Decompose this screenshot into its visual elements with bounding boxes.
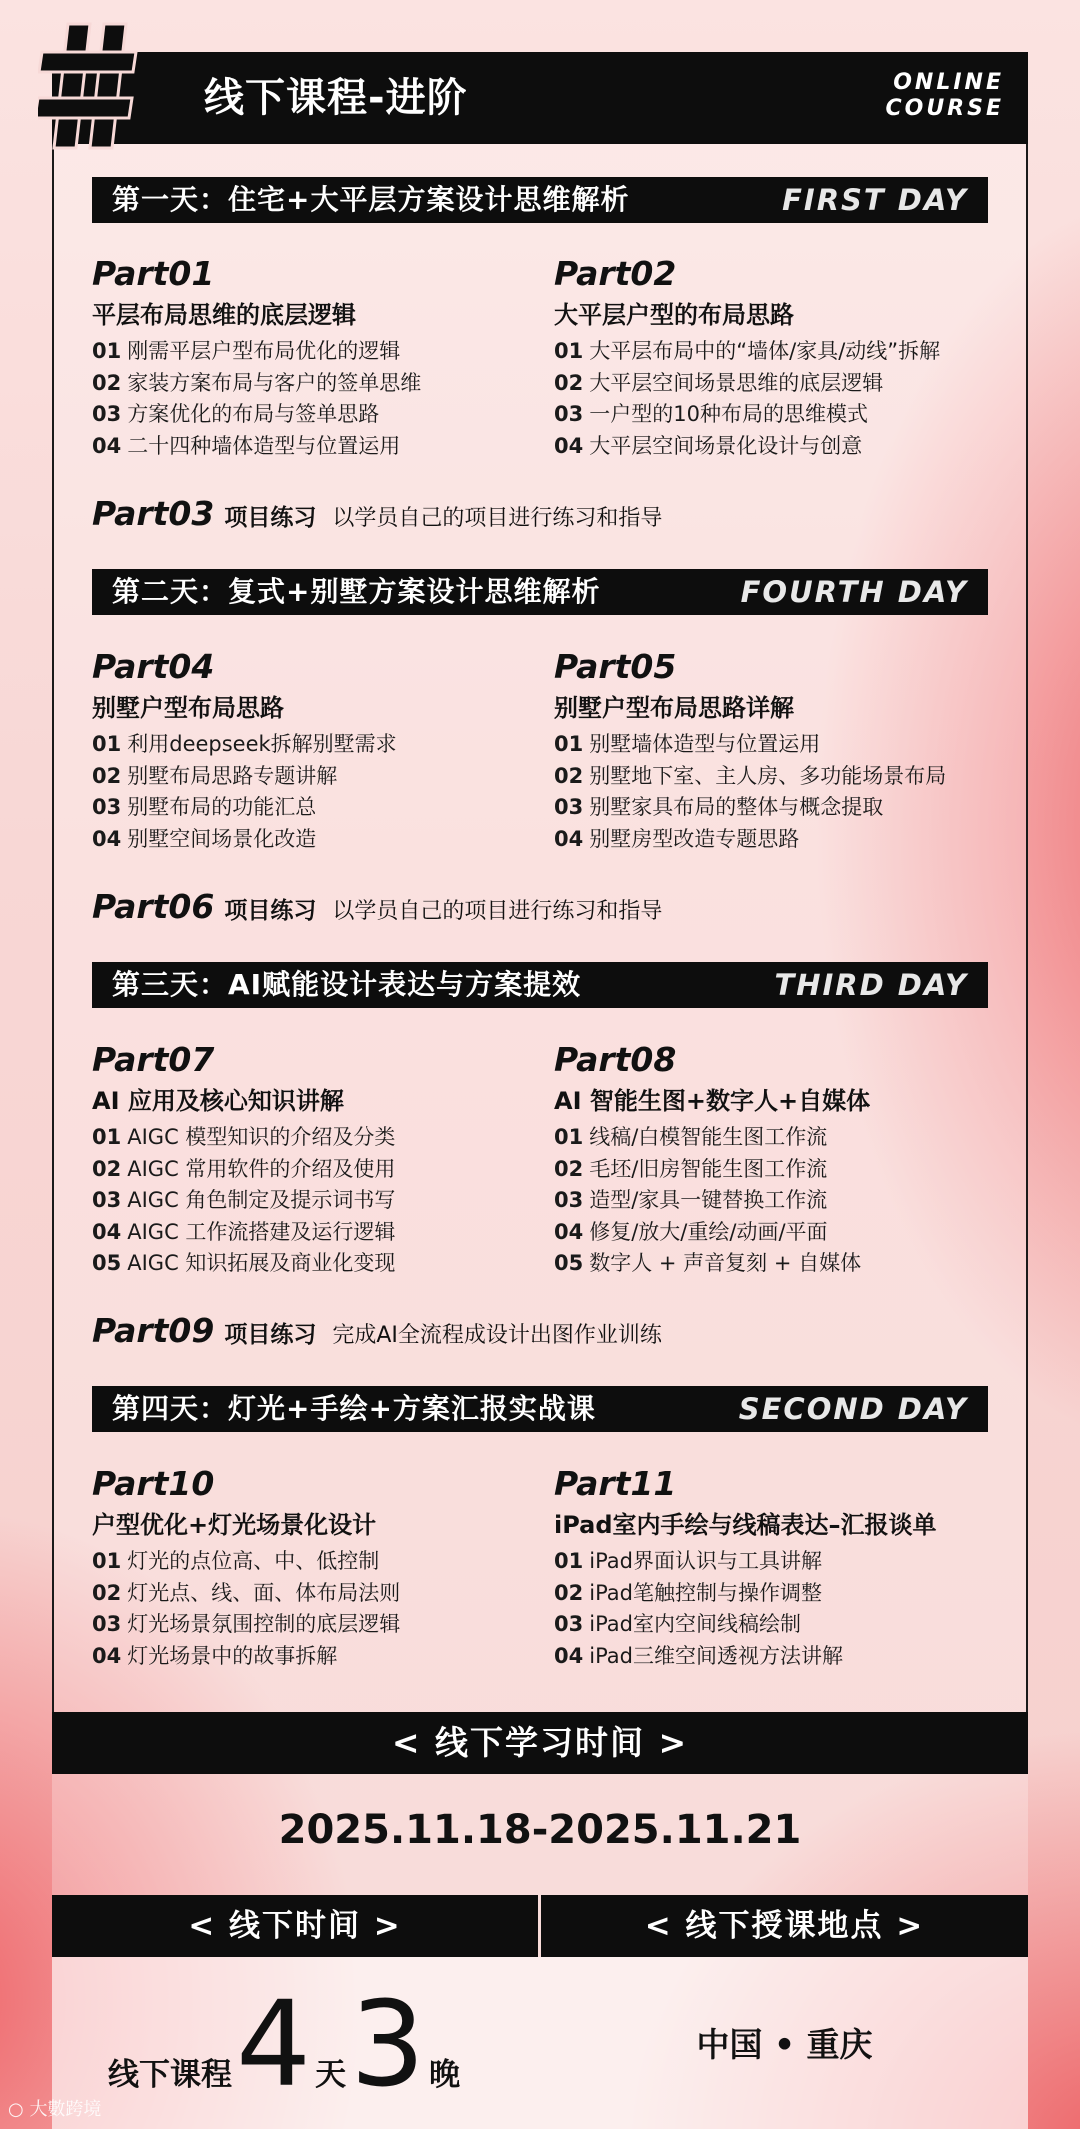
project-label: 项目练习	[224, 505, 317, 531]
header-subtitle	[885, 70, 1004, 122]
day-title: 第二天：复式+别墅方案设计思维解析	[112, 575, 601, 608]
watermark-logo-icon: ○	[8, 2099, 30, 2120]
day-title: 第四天：灯光+手绘+方案汇报实战课	[112, 1392, 596, 1425]
hash-icon	[38, 22, 138, 150]
project-line	[92, 1311, 662, 1351]
project-desc: 完成AI全流程成设计出图作业训练	[332, 1323, 662, 1348]
part-name: Part03	[92, 494, 215, 533]
list-item: 05 数字人 + 声音复刻 + 自媒体	[554, 1251, 862, 1275]
part-title: AI 应用及核心知识讲解	[92, 1087, 344, 1115]
nights-number: 3	[350, 1975, 426, 2113]
list-item: 02 别墅地下室、主人房、多功能场景布局	[554, 763, 947, 788]
part-name: Part07	[92, 1040, 215, 1079]
part-block	[92, 1040, 552, 1280]
day-english: THIRD DAY	[774, 968, 968, 1002]
list-item: 03 一户型的10种布局的思维模式	[554, 402, 868, 426]
day-title: 第三天：AI赋能设计表达与方案提效	[112, 968, 582, 1001]
project-label: 项目练习	[224, 898, 317, 924]
days-number: 4	[236, 1975, 312, 2113]
list-item: 04 大平层空间场景化设计与创意	[554, 433, 863, 458]
list-item: 02 毛坯/旧房智能生图工作流	[554, 1156, 828, 1181]
list-item: 04 灯光场景中的故事拆解	[92, 1643, 338, 1668]
list-item: 02 别墅布局思路专题讲解	[92, 763, 338, 788]
part-item-list	[554, 1122, 1014, 1280]
duration-label: 线下课程	[108, 2057, 232, 2093]
part-block	[554, 1040, 1014, 1280]
part-item-list	[92, 336, 552, 462]
list-item: 04 二十四种墙体造型与位置运用	[92, 433, 401, 458]
part-block	[554, 647, 1014, 855]
location-text: 中国 • 重庆	[696, 2025, 873, 2064]
header-subtitle-line1: ONLINE	[893, 70, 1004, 95]
part-block	[92, 1464, 552, 1672]
location-bar: < 线下授课地点 >	[541, 1895, 1028, 1957]
project-line	[92, 494, 662, 534]
list-item: 05 AIGC 知识拓展及商业化变现	[92, 1251, 396, 1275]
part-block	[92, 254, 552, 462]
list-item: 02 AIGC 常用软件的介绍及使用	[92, 1156, 396, 1181]
watermark	[8, 2098, 101, 2122]
list-item: 04 别墅空间场景化改造	[92, 826, 317, 851]
part-block	[92, 647, 552, 855]
day-bar-1	[92, 177, 988, 223]
part-item-list	[554, 336, 1014, 462]
day-bar-2	[92, 569, 988, 615]
project-line	[92, 887, 662, 927]
header-subtitle-line2: COURSE	[885, 96, 1004, 121]
list-item: 02 大平层空间场景思维的底层逻辑	[554, 370, 884, 395]
list-item: 03 AIGC 角色制定及提示词书写	[92, 1188, 396, 1212]
list-item: 03 灯光场景氛围控制的底层逻辑	[92, 1612, 401, 1636]
date-range: 2025.11.18-2025.11.21	[278, 1807, 802, 1853]
nights-unit: 晚	[429, 2057, 461, 2093]
list-item: 02 iPad笔触控制与操作调整	[554, 1580, 822, 1605]
list-item: 03 方案优化的布局与签单思路	[92, 402, 380, 426]
part-name: Part06	[92, 887, 215, 926]
study-time-bar: < 线下学习时间 >	[52, 1712, 1028, 1774]
offline-time-bar: < 线下时间 >	[52, 1895, 538, 1957]
part-block	[554, 254, 1014, 462]
day-english: SECOND DAY	[738, 1392, 968, 1426]
list-item: 01 刚需平层户型布局优化的逻辑	[92, 339, 401, 363]
list-item: 03 造型/家具一键替换工作流	[554, 1188, 828, 1212]
day-english: FIRST DAY	[782, 183, 968, 217]
list-item: 03 别墅布局的功能汇总	[92, 795, 317, 819]
list-item: 01 线稿/白模智能生图工作流	[554, 1125, 828, 1149]
watermark-text: 大數跨境	[29, 2099, 102, 2120]
part-name: Part05	[554, 647, 677, 686]
list-item: 01 灯光的点位高、中、低控制	[92, 1549, 380, 1573]
list-item: 02 灯光点、线、面、体布局法则	[92, 1580, 401, 1605]
project-label: 项目练习	[224, 1322, 317, 1348]
header-bar	[52, 52, 1028, 144]
part-block	[554, 1464, 1014, 1672]
part-title: 平层布局思维的底层逻辑	[92, 301, 356, 329]
list-item: 04 iPad三维空间透视方法讲解	[554, 1643, 843, 1668]
part-name: Part10	[92, 1464, 215, 1503]
part-item-list	[554, 1546, 1014, 1672]
day-bar-3	[92, 962, 988, 1008]
list-item: 01 AIGC 模型知识的介绍及分类	[92, 1125, 396, 1149]
part-name: Part04	[92, 647, 215, 686]
list-item: 04 AIGC 工作流搭建及运行逻辑	[92, 1219, 396, 1244]
part-title: 别墅户型布局思路	[92, 694, 284, 722]
part-name: Part02	[554, 254, 677, 293]
part-item-list	[92, 1546, 552, 1672]
list-item: 01 利用deepseek拆解别墅需求	[92, 732, 397, 756]
day-english: FOURTH DAY	[740, 575, 968, 609]
part-title: 别墅户型布局思路详解	[554, 694, 794, 722]
part-name: Part01	[92, 254, 215, 293]
list-item: 01 别墅墙体造型与位置运用	[554, 732, 821, 756]
days-unit: 天	[315, 2057, 347, 2093]
part-name: Part11	[554, 1464, 677, 1503]
project-desc: 以学员自己的项目进行练习和指导	[332, 899, 663, 924]
day-title: 第一天：住宅+大平层方案设计思维解析	[112, 183, 630, 216]
list-item: 02 家装方案布局与客户的签单思维	[92, 370, 422, 395]
list-item: 01 iPad界面认识与工具讲解	[554, 1549, 822, 1573]
list-item: 03 iPad室内空间线稿绘制	[554, 1612, 801, 1636]
list-item: 04 修复/放大/重绘/动画/平面	[554, 1219, 828, 1244]
list-item: 01 大平层布局中的“墙体/家具/动线”拆解	[554, 339, 941, 363]
day-bar-4	[92, 1386, 988, 1432]
part-title: 户型优化+灯光场景化设计	[92, 1511, 377, 1539]
part-item-list	[92, 729, 552, 855]
list-item: 04 别墅房型改造专题思路	[554, 826, 800, 851]
part-name: Part09	[92, 1311, 215, 1350]
part-title: 大平层户型的布局思路	[554, 301, 794, 329]
part-name: Part08	[554, 1040, 677, 1079]
part-item-list	[554, 729, 1014, 855]
project-desc: 以学员自己的项目进行练习和指导	[332, 506, 663, 531]
list-item: 03 别墅家具布局的整体与概念提取	[554, 795, 884, 819]
course-duration	[108, 1975, 461, 2115]
page-title: 线下课程-进阶	[204, 75, 468, 121]
part-title: iPad室内手绘与线稿表达–汇报谈单	[554, 1511, 937, 1539]
part-title: AI 智能生图+数字人+自媒体	[554, 1087, 871, 1115]
part-item-list	[92, 1122, 552, 1280]
